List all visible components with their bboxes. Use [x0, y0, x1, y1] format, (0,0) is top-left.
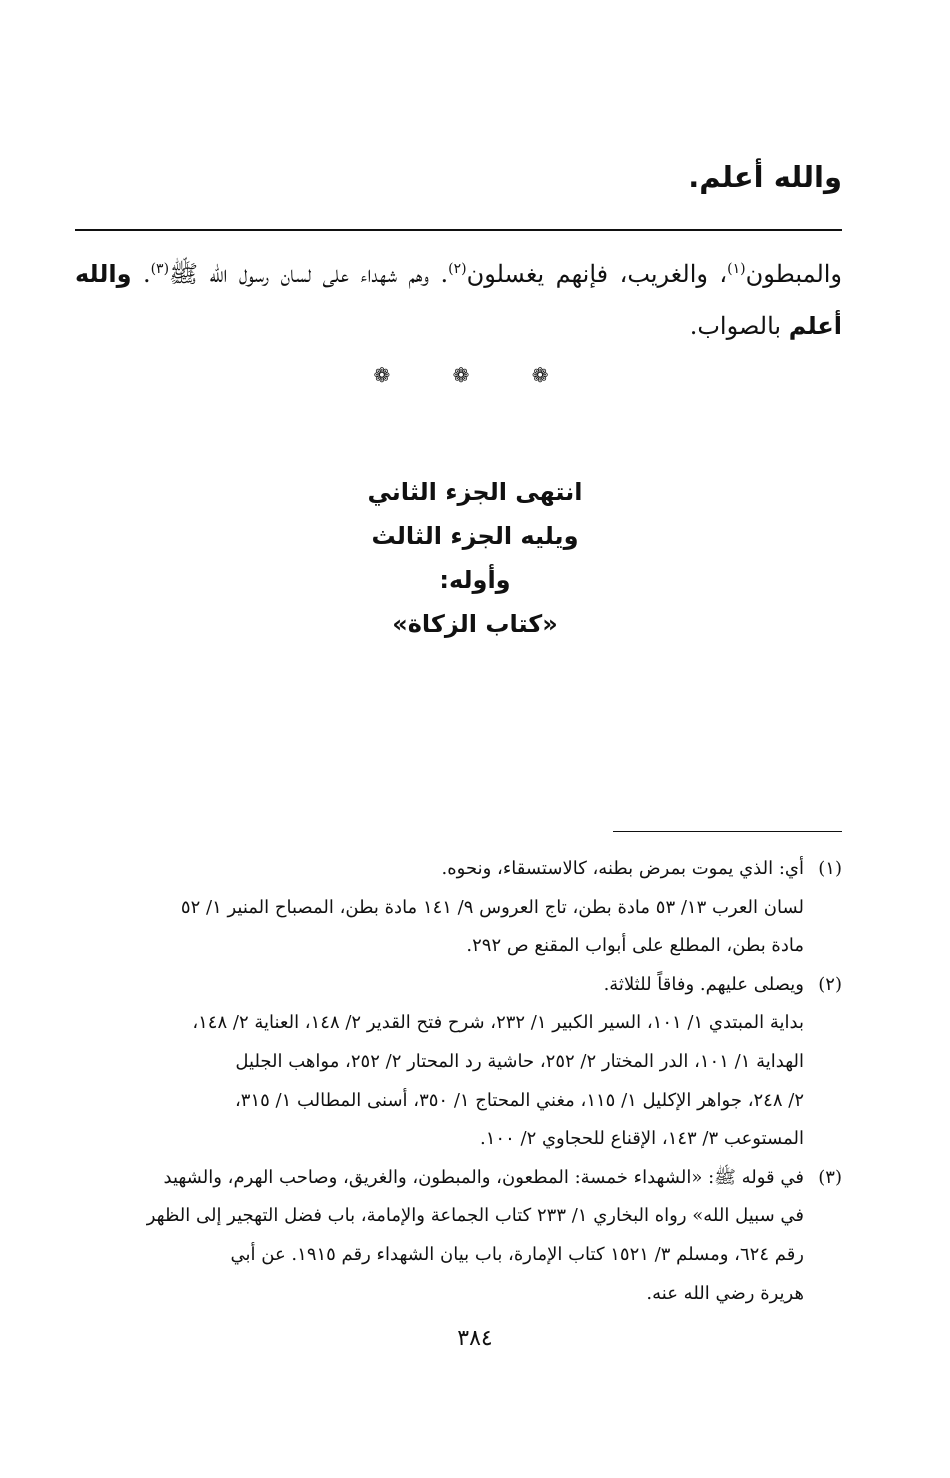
paragraph-text: .	[131, 260, 151, 288]
footnote-number: (١)	[818, 858, 842, 879]
footnote-line: لسان العرب ١٣/ ٥٣ مادة بطن، تاج العروس ٩/ ١٤١ مادة بطن، المصباح المنير ١/ ٥٢	[180, 896, 804, 918]
ending-line-2: ويليه الجزء الثالث	[371, 522, 579, 550]
ending-line-3: وأوله:	[439, 566, 511, 594]
footnote-divider	[613, 831, 842, 832]
paragraph-text: . وهم شهداء على لسان رسول الله ﷺ	[169, 260, 449, 288]
footnote-ref-1[interactable]: (١)	[727, 261, 746, 277]
ending-line-4: «كتاب الزكاة»	[392, 610, 558, 638]
footnote-2	[75, 966, 842, 1159]
footnote-body	[75, 1159, 804, 1313]
footnote-line: رقم ٦٢٤، ومسلم ٣/ ١٥٢١ كتاب الإمارة، باب بيان الشهداء رقم ١٩١٥. عن أبي	[230, 1243, 804, 1265]
footnote-line: المستوعب ٣/ ١٤٣، الإقناع للحجاوي ٢/ ١٠٠.	[480, 1128, 804, 1150]
footnote-body	[75, 966, 804, 1159]
footnote-line: ٢/ ٢٤٨، جواهر الإكليل ١/ ١١٥، مغني المحتاج ١/ ٣٥٠، أسنى المطالب ١/ ٣١٥،	[234, 1089, 804, 1111]
paragraph-text: بالصواب.	[689, 312, 789, 340]
closing-phrase: والله أعلم.	[688, 160, 842, 194]
footnote-line: مادة بطن، المطلع على أبواب المقنع ص ٢٩٢.	[466, 935, 804, 957]
footnote-1	[75, 850, 842, 966]
footnote-3	[75, 1159, 842, 1313]
paragraph-text: والمبطون	[745, 260, 843, 288]
footnote-line: أي: الذي يموت بمرض بطنه، كالاستسقاء، ونحوه.	[441, 858, 804, 879]
footnote-number: (٣)	[818, 1166, 842, 1188]
volume-ending-block	[0, 470, 950, 646]
paragraph-text: ، والغريب، فإنهم يغسلون	[466, 260, 728, 288]
main-paragraph	[75, 248, 842, 352]
ending-line-1: انتهى الجزء الثاني	[367, 478, 583, 506]
footnote-line: في سبيل الله» رواه البخاري ١/ ٢٣٣ كتاب الجماعة والإمامة، باب فضل التهجير إلى الظهر	[146, 1205, 804, 1227]
footnote-line: هريرة رضي الله عنه.	[646, 1282, 804, 1304]
footnote-ref-3[interactable]: (٣)	[150, 261, 170, 277]
footnote-number: (٢)	[818, 973, 842, 995]
top-divider	[75, 229, 842, 231]
section-separator-ornament: ❁ ❁ ❁	[373, 363, 577, 387]
page-number: ٣٨٤	[457, 1326, 493, 1351]
footnote-line: ويصلى عليهم. وفاقاً للثلاثة.	[603, 973, 804, 995]
footnote-body	[75, 850, 804, 966]
paragraph-bold-phrase: والله أعلم	[75, 260, 842, 340]
footnotes	[75, 850, 842, 1313]
footnote-ref-2[interactable]: (٢)	[448, 261, 467, 277]
footnote-line: بداية المبتدي ١/ ١٠١، السير الكبير ١/ ٢٣٢، شرح فتح القدير ٢/ ١٤٨، العناية ٢/ ١٤٨،	[192, 1012, 804, 1034]
footnote-line: الهداية ١/ ١٠١، الدر المختار ٢/ ٢٥٢، حاشية رد المحتار ٢/ ٢٥٢، مواهب الجليل	[235, 1050, 804, 1072]
footnote-line: في قوله ﷺ: «الشهداء خمسة: المطعون، والمبطون، والغريق، وصاحب الهرم، والشهيد	[163, 1166, 804, 1188]
